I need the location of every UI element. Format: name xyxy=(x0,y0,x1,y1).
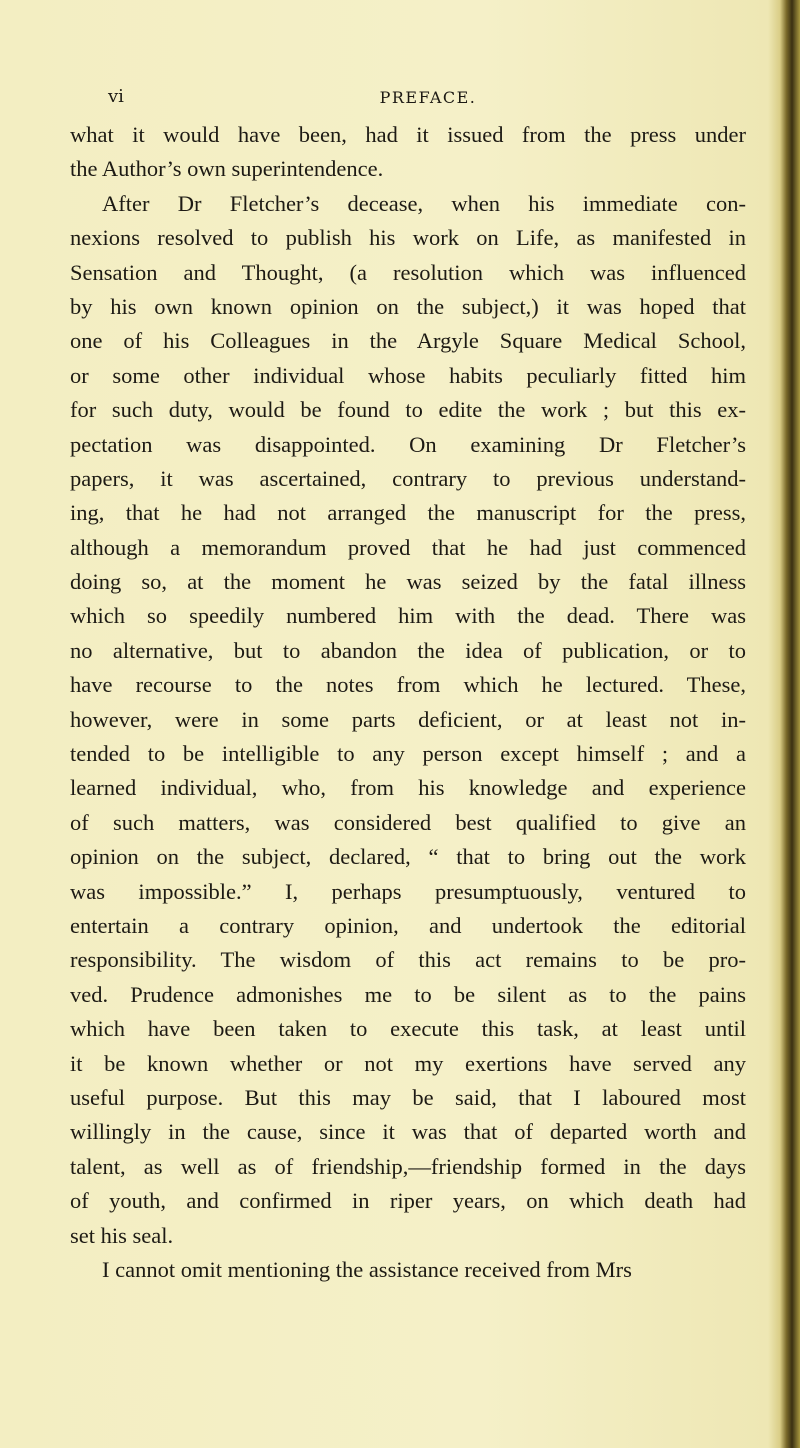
text-line: of such matters, was considered best qualified to give an xyxy=(70,809,746,835)
text-line: talent, as well as of friendship,—friendship formed in the days xyxy=(70,1153,746,1179)
text-line: although a memorandum proved that he had just commenced xyxy=(70,534,746,560)
text-line: set his seal. xyxy=(70,1222,174,1248)
text-line: however, were in some parts deficient, or at least not in- xyxy=(70,706,746,732)
text-line: have recourse to the notes from which he lectured. These, xyxy=(70,672,746,698)
text-line: nexions resolved to publish his work on Life, as manifested in xyxy=(70,225,746,251)
text-line: no alternative, but to abandon the idea of publication, or to xyxy=(70,637,746,663)
text-line: After Dr Fletcher’s decease, when his immediate con- xyxy=(102,190,746,216)
text-line: willingly in the cause, since it was that of departed worth and xyxy=(70,1119,746,1145)
text-line: of youth, and confirmed in riper years, on which death had xyxy=(70,1188,746,1214)
text-line: useful purpose. But this may be said, that I laboured most xyxy=(70,1084,746,1110)
text-line: which so speedily numbered him with the dead. There was xyxy=(70,603,746,629)
running-header xyxy=(108,86,748,116)
text-line: which have been taken to execute this task, at least until xyxy=(70,1016,746,1042)
text-line: opinion on the subject, declared, “ that to bring out the work xyxy=(70,844,746,870)
text-line: ved. Prudence admonishes me to be silent as to the pains xyxy=(70,981,746,1007)
text-line: it be known whether or not my exertions have served any xyxy=(70,1050,746,1076)
text-line: responsibility. The wisdom of this act remains to be pro- xyxy=(70,947,746,973)
text-line: by his own known opinion on the subject,) it was hoped that xyxy=(70,293,746,319)
text-line: for such duty, would be found to edite the work ; but this ex- xyxy=(70,397,746,423)
text-line: or some other individual whose habits peculiarly fitted him xyxy=(70,362,746,388)
text-line: tended to be intelligible to any person except himself ; and a xyxy=(70,741,746,767)
text-line: one of his Colleagues in the Argyle Square Medical School, xyxy=(70,328,746,354)
text-line: papers, it was ascertained, contrary to previous understand- xyxy=(70,465,746,491)
body-text xyxy=(70,118,746,1287)
text-line: was impossible.” I, perhaps presumptuously, ventured to xyxy=(70,878,746,904)
text-line: I cannot omit mentioning the assistance received from Mrs xyxy=(102,1256,632,1282)
text-line: ing, that he had not arranged the manuscript for the press, xyxy=(70,500,746,526)
text-line: the Author’s own superintendence. xyxy=(70,156,384,182)
text-line: learned individual, who, from his knowledge and experience xyxy=(70,775,746,801)
text-line: what it would have been, had it issued from the press under xyxy=(70,122,746,147)
page-number: vi xyxy=(108,86,124,107)
text-line: entertain a contrary opinion, and undertook the editorial xyxy=(70,912,746,938)
text-line: doing so, at the moment he was seized by the fatal illness xyxy=(70,569,746,595)
text-line: pectation was disappointed. On examining Dr Fletcher’s xyxy=(70,431,746,457)
text-line: Sensation and Thought, (a resolution which was influenced xyxy=(70,259,746,285)
running-title: PREFACE. xyxy=(379,88,477,107)
